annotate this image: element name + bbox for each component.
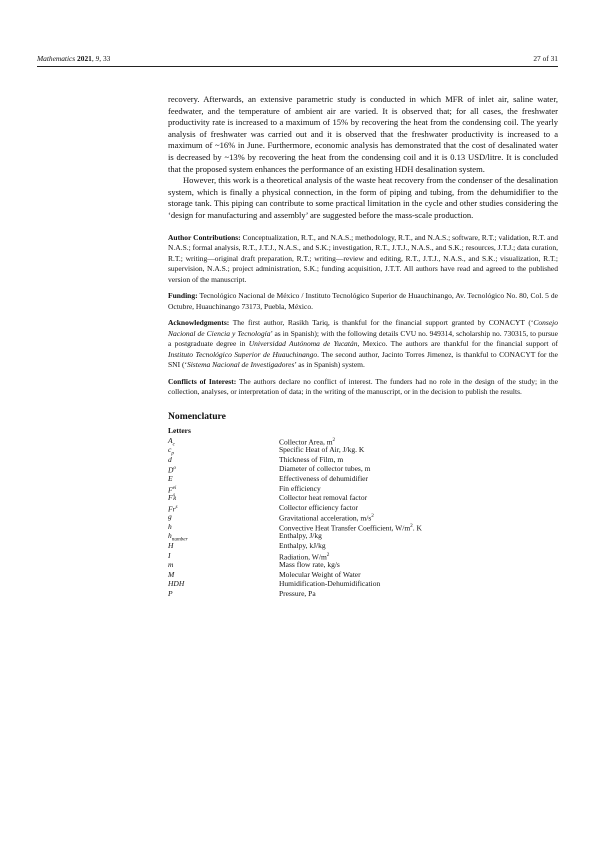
funding-label: Funding:: [168, 291, 198, 301]
nomenclature-description: [279, 484, 321, 494]
ack-text-4: . The second author, Jacinto Torres Jimenez, is thankful to CONACYT for the SNI (‘: [168, 349, 559, 370]
nomenclature-subheading: Letters: [168, 425, 191, 435]
description-text: Convective Heat Transfer Coefficient, W/m: [279, 523, 411, 533]
nomenclature-description: [279, 445, 364, 455]
symbol-base: d: [168, 454, 172, 464]
nomenclature-symbol: [168, 579, 184, 589]
symbol-base: M: [168, 569, 175, 579]
symbol-superscript: ei: [172, 484, 177, 491]
conflicts-text: The authors declare no conflict of interest. The funders had no role in the design of the study; in the collection, analyses, or interpretation of data; in the writing of the manuscript, or in the decision to publish the results.: [168, 376, 558, 397]
symbol-base: P: [168, 589, 173, 599]
symbol-base: m: [168, 560, 174, 570]
nomenclature-row: [168, 560, 558, 570]
nomenclature-row: [168, 464, 558, 474]
page-header: [37, 54, 558, 66]
nomenclature-symbol: [168, 589, 173, 599]
nomenclature-symbol: [168, 455, 172, 465]
author-contributions-text: Conceptualization, R.T., and N.A.S.; methodology, R.T., and N.A.S.; software, R.T.; validation, R.T. and N.A.S.; formal analysis, R.T., J.T.J., N.A.S., and S.K.; investigation, R.T., J.T.J., N.A.S., and S.K.; resources, J.T.J.; data curation, R.T.; writing—original draft preparation, R.T.; writing—review and editing, R.T., J.T.J., N.A.S., and S.K.; visualization, R.T.; supervision, N.A.S.; project administration, S.K.; funding acquisition, J.T.T. All authors have read and agreed to the published version of the manuscript.: [168, 232, 558, 284]
nomenclature-symbol: [168, 551, 171, 561]
nomenclature-row: [168, 474, 558, 484]
symbol-superscript: o: [173, 465, 177, 472]
ack-text-5: ’ as in Spanish) system.: [294, 360, 365, 370]
symbol-superscript: s: [173, 493, 176, 499]
nomenclature-row: [168, 522, 558, 532]
nomenclature-heading: Nomenclature: [168, 410, 226, 422]
description-text: Specific Heat of Air, J/kg. K: [279, 445, 365, 455]
nomenclature-list: [168, 436, 558, 599]
description-text: Effectiveness of dehumidifier: [279, 473, 368, 483]
description-text: Diameter of collector tubes, m: [279, 464, 371, 474]
main-content: [168, 94, 558, 599]
acknowledgments: [168, 318, 558, 371]
nomenclature-row: [168, 570, 558, 580]
symbol-subscript: c: [172, 441, 175, 448]
ack-text-1: The first author, Rasikh Tariq, is thankful for the financial support granted by CONACYT (‘: [232, 318, 534, 328]
header-rule: [37, 66, 558, 67]
author-contributions-label: Author Contributions:: [168, 232, 241, 242]
nomenclature-description: [279, 579, 380, 589]
description-text: Collector heat removal factor: [279, 493, 368, 503]
nomenclature-row: [168, 579, 558, 589]
nomenclature-description: [279, 589, 316, 599]
journal-name: Mathematics: [37, 54, 76, 63]
nomenclature-row: [168, 484, 558, 494]
nomenclature-symbol: [168, 560, 173, 570]
symbol-base: h: [168, 521, 172, 531]
symbol-base: A: [168, 435, 173, 445]
nomenclature-symbol: [168, 474, 173, 484]
nomenclature-description: [279, 503, 358, 513]
nomenclature-symbol: [168, 570, 174, 580]
nomenclature-symbol: [168, 541, 173, 551]
description-text: Radiation, W/m: [279, 552, 327, 562]
ack-italic-4: Sistema Nacional de Investigadores: [186, 360, 295, 370]
symbol-base: h: [168, 531, 172, 541]
description-tail: . K: [412, 523, 422, 533]
description-superscript: 2: [410, 522, 413, 529]
description-text: Enthalpy, J/kg: [279, 531, 322, 541]
description-text: Molecular Weight of Water: [279, 569, 361, 579]
symbol-superscript: s: [175, 503, 178, 510]
description-text: Pressure, Pa: [279, 589, 316, 599]
description-superscript: 2: [371, 513, 374, 520]
description-text: Mass flow rate, kg/s: [279, 560, 340, 570]
nomenclature-description: [279, 474, 368, 484]
symbol-base: Fr: [168, 504, 176, 514]
nomenclature-row: [168, 541, 558, 551]
description-superscript: 2: [332, 436, 336, 443]
symbol-base: H: [168, 541, 174, 551]
description-text: Humidification-Dehumidification: [279, 579, 381, 589]
nomenclature-row: [168, 445, 558, 455]
nomenclature-row: [168, 436, 558, 446]
symbol-subscript: number: [171, 536, 188, 543]
description-text: Collector efficiency factor: [279, 502, 358, 512]
nomenclature-row: [168, 512, 558, 522]
ack-text-2: ’ as in Spanish); with the following details CVU no. 949314, scholarship no. 730315, to pursue a postgraduate degree in: [168, 328, 559, 349]
conflicts-of-interest: [168, 377, 558, 398]
nomenclature-description: [279, 560, 340, 570]
symbol-base: c: [168, 445, 172, 455]
ack-italic-3: Instituto Tecnológico Superior de Huauchinango: [168, 349, 318, 359]
conflicts-label: Conflicts of Interest:: [168, 376, 237, 386]
symbol-base: F: [168, 485, 173, 494]
symbol-base: F: [168, 493, 173, 503]
description-text: Thickness of Film, m: [279, 454, 344, 464]
nomenclature-row: [168, 455, 558, 465]
symbol-base: HDH: [168, 579, 185, 589]
ack-text-3: , Mexico. The authors are thankful for the financial support of: [357, 339, 559, 349]
symbol-base: I: [168, 550, 171, 560]
page-number: 27 of 31: [533, 54, 558, 63]
nomenclature-description: [279, 541, 326, 551]
symbol-base: E: [168, 473, 173, 483]
journal-year: 2021: [77, 54, 92, 63]
nomenclature-description: [279, 570, 361, 580]
nomenclature-row: [168, 531, 558, 541]
symbol-subscript: p: [171, 450, 174, 457]
nomenclature-description: [279, 464, 370, 474]
nomenclature-description: [279, 455, 343, 465]
journal-volume: 9: [95, 54, 100, 63]
author-contributions: [168, 233, 558, 286]
description-text: Enthalpy, kJ/kg: [279, 541, 326, 551]
description-text: Fin efficiency: [279, 483, 321, 493]
nomenclature-description: [279, 531, 322, 541]
symbol-base: g: [168, 512, 172, 522]
nomenclature-row: [168, 493, 558, 503]
symbol-subscript: R: [173, 497, 177, 503]
description-text: Collector Area, m: [279, 437, 333, 447]
symbol-base: D: [168, 465, 174, 475]
nomenclature-row: [168, 589, 558, 599]
acknowledgments-label: Acknowledgments:: [168, 318, 230, 328]
nomenclature-description: [279, 493, 367, 503]
nomenclature-symbol: [168, 512, 172, 522]
nomenclature-row: [168, 503, 558, 513]
funding-text: Tecnológico Nacional de México / Instituto Tecnológico Superior de Huauchinango, Av. Tecnológico No. 80, Col. 5 de Octubre, Huauchinango 73173, Puebla, México.: [168, 291, 558, 311]
nomenclature-row: [168, 551, 558, 561]
ack-italic-2: Universidad Autónoma de Yucatán: [248, 339, 358, 349]
description-text: Gravitational acceleration, m/s: [279, 513, 372, 523]
funding: [168, 291, 558, 312]
paragraph-limitations: However, this work is a theoretical analysis of the waste heat recovery from the condenser of the desalination system, which is finally a physical connection, in the form of piping and tubing, from the dehumidifier to the storage tank. This piping can contribute to some practical limitation in the cycle and other studies considering the ‘design for manufacturing and assembly’ are suggested before the mass-scale production.: [168, 175, 558, 220]
nomenclature-symbol: [168, 522, 172, 532]
ack-italic-1: Consejo Nacional de Ciencia y Tecnología: [168, 318, 558, 338]
nomenclature-symbol: [168, 493, 176, 503]
paragraph-conclusion: recovery. Afterwards, an extensive parametric study is conducted in which MFR of inlet air, saline water, feedwater, and the temperature of ambient air are varied. It is observed that; for all cases, the freshwater productivity rate is increased to a maximum of 15% by recovering the heat from the condensing coil. The yearly analysis of freshwater was carried out and it is observed that the freshwater productivity is increased to a maximum of ~16% in June. Furthermore, economic analysis has demonstrated that the cost of desalinated water is decreased by ~13% by recovering the heat from the condensing coil and it is 0.13 USD/litre. It is concluded that the proposed system enhances the performance of an existing HDH desalination system.: [168, 94, 558, 174]
article-number: 33: [102, 54, 111, 63]
description-superscript: 2: [326, 551, 330, 558]
journal-citation: Mathematics 2021, 9, 33: [37, 54, 111, 63]
